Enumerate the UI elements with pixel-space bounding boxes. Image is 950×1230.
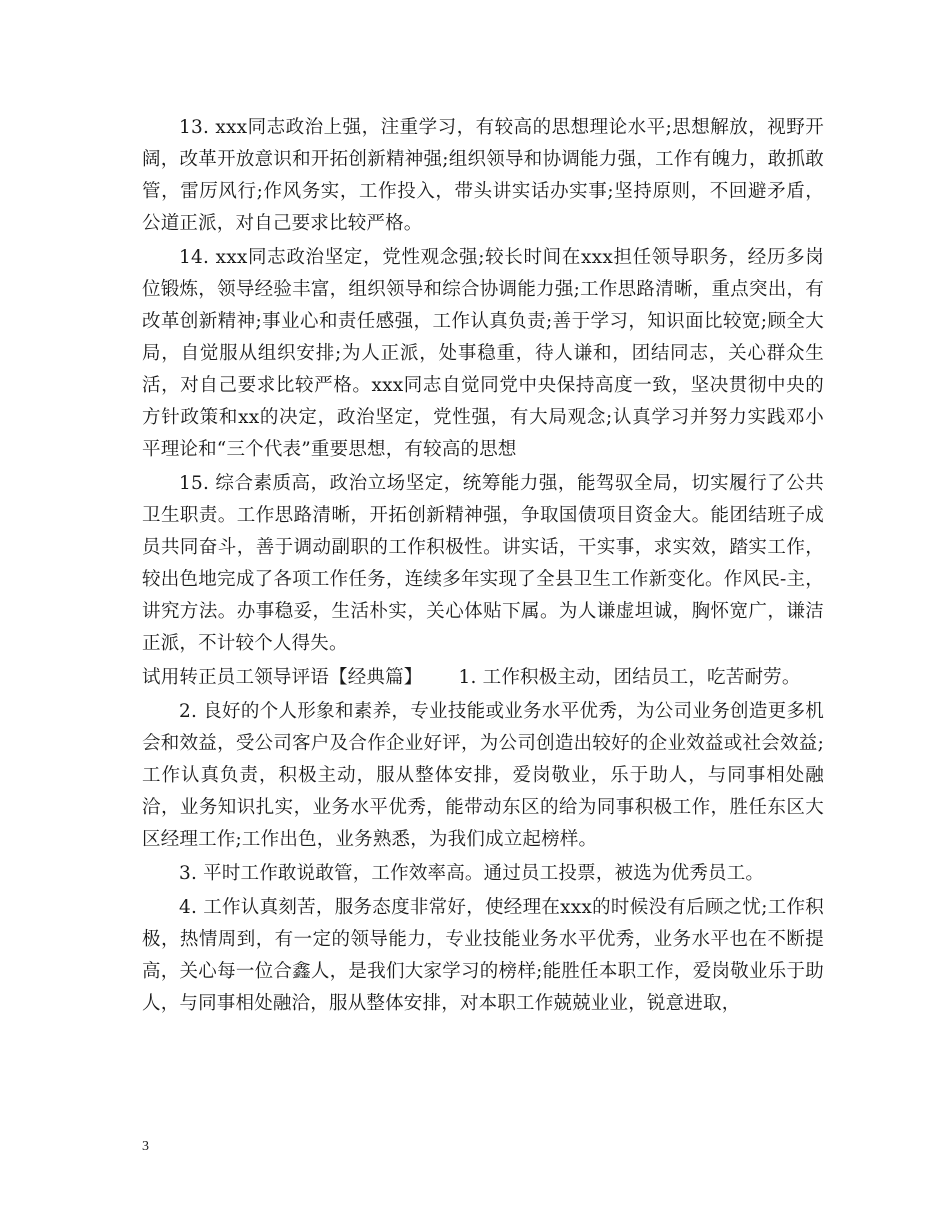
document-body bbox=[142, 112, 824, 1022]
paragraph-13: 13. xxx同志政治上强，注重学习，有较高的思想理论水平;思想解放，视野开阔，改革开放意识和开拓创新精神强;组织领导和协调能力强，工作有魄力，敢抓敢管，雷厉风行;作风务实，工作投入，带头讲实话办实事;坚持原则，不回避矛盾，公道正派，对自己要求比较严格。 bbox=[142, 117, 824, 234]
paragraph-15: 15. 综合素质高，政治立场坚定，统筹能力强，能驾驭全局，切实履行了公共卫生职责。工作思路清晰，开拓创新精神强，争取国债项目资金大。能团结班子成员共同奋斗，善于调动副职的工作积极性。讲实话，干实事，求实效，踏实工作，较出色地完成了各项工作任务，连续多年实现了全县卫生工作新变化。作风民-主，讲究方法。办事稳妥，生活朴实，关心体贴下属。为人谦虚坦诚，胸怀宽广，谦洁正派，不计较个人得失。 bbox=[142, 473, 824, 654]
item-4: 4. 工作认真刻苦，服务态度非常好，使经理在xxx的时候没有后顾之忧;工作积极，热情周到，有一定的领导能力，专业技能业务水平优秀，业务水平也在不断提高，关心每一位合鑫人，是我们大家学习的榜样;能胜任本职工作，爱岗敬业乐于助人，与同事相处融洽，服从整体安排，对本职工作兢兢业业，锐意进取， bbox=[142, 897, 824, 1014]
item-1: 1. 工作积极主动，团结员工，吃苦耐劳。 bbox=[458, 667, 801, 688]
item-2: 2. 良好的个人形象和素养，专业技能或业务水平优秀，为公司业务创造更多机会和效益，受公司客户及合作企业好评，为公司创造出较好的企业效益或社会效益;工作认真负责，积极主动，服从整体安排，爱岗敬业，乐于助人，与同事相处融洽，业务知识扎实，业务水平优秀，能带动东区的给为同事积极工作，胜任东区大区经理工作;工作出色，业务熟悉，为我们成立起榜样。 bbox=[142, 701, 825, 850]
paragraph-14: 14. xxx同志政治坚定，党性观念强;较长时间在xxx担任领导职务，经历多岗位锻炼，领导经验丰富，组织领导和综合协调能力强;工作思路清晰，重点突出，有改革创新精神;事业心和责任感强，工作认真负责;善于学习，知识面比较宽;顾全大局，自觉服从组织安排;为人正派，处事稳重，待人谦和，团结同志，关心群众生活，对自己要求比较严格。xxx同志自觉同党中央保持高度一致，坚决贯彻中央的方针政策和xx的决定，政治坚定，党性强，有大局观念;认真学习并努力实践邓小平理论和“三个代表”重要思想，有较高的思想 bbox=[142, 247, 824, 460]
section-heading-line bbox=[142, 662, 824, 694]
page-number: 3 bbox=[142, 1139, 149, 1154]
item-3: 3. 平时工作敢说敢管，工作效率高。通过员工投票，被选为优秀员工。 bbox=[179, 863, 765, 884]
section-heading: 试用转正员工领导评语【经典篇】 bbox=[142, 667, 423, 688]
